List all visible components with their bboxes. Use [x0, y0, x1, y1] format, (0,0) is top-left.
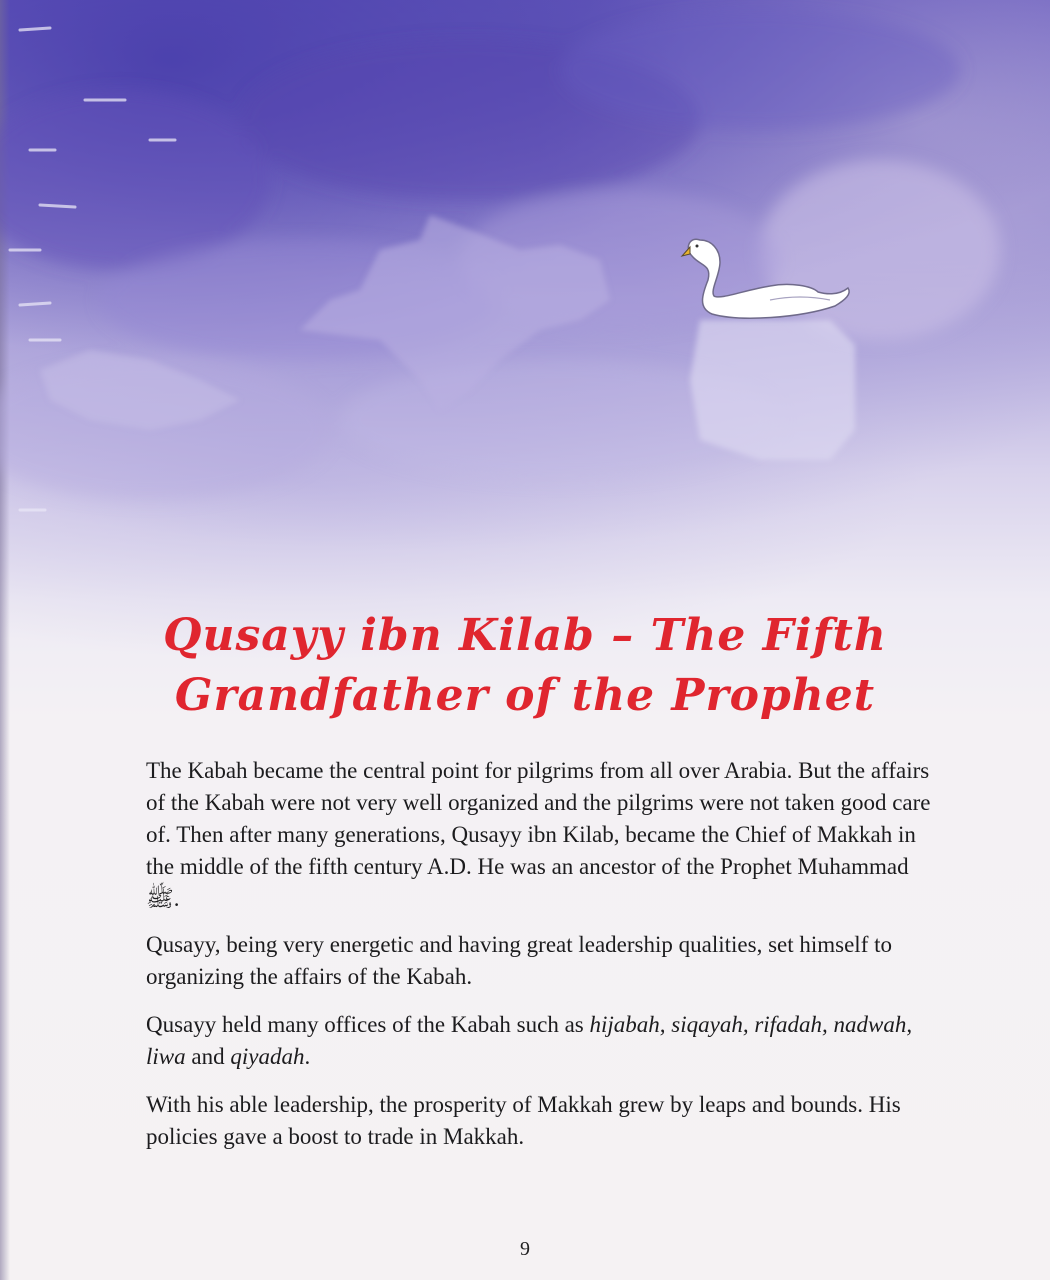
paragraph-makkah-prosperity: With his able leadership, the prosperity of Makkah grew by leaps and bounds. His policies gave a boost to trade in Makkah.	[146, 1092, 901, 1149]
offices-and-text: and	[185, 1044, 231, 1069]
page-number: 9	[520, 1238, 530, 1260]
watercolor-illustration	[0, 0, 1050, 560]
office-qiyadah-italic: qiyadah	[230, 1044, 305, 1069]
offices-end-text: .	[304, 1044, 311, 1069]
page-title-line-2: Grandfather of the Prophet	[174, 670, 876, 721]
page-title-line-1: Qusayy ibn Kilab – The Fifth	[163, 610, 887, 661]
offices-intro-text: Qusayy held many offices of the Kabah such as	[146, 1012, 590, 1037]
paragraph-qusayy-leadership: Qusayy, being very energetic and having great leadership qualities, set himself to organizing the affairs of the Kabah.	[146, 932, 892, 989]
offices-list-italic: hijabah, siqayah, rifadah, nadwah, liwa	[146, 1012, 913, 1069]
paragraph-kabah-pilgrims: The Kabah became the central point for pilgrims from all over Arabia. But the affairs of the Kabah were not very well organized and the pilgrims were not taken good care of. Then after many generations, Qusayy ibn Kilab, became the Chief of Makkah in the middle of the fifth century A.D. He was an ancestor of the Prophet Muhammad ﷺ.	[146, 758, 931, 911]
paragraph-kabah-offices	[146, 1009, 936, 1073]
